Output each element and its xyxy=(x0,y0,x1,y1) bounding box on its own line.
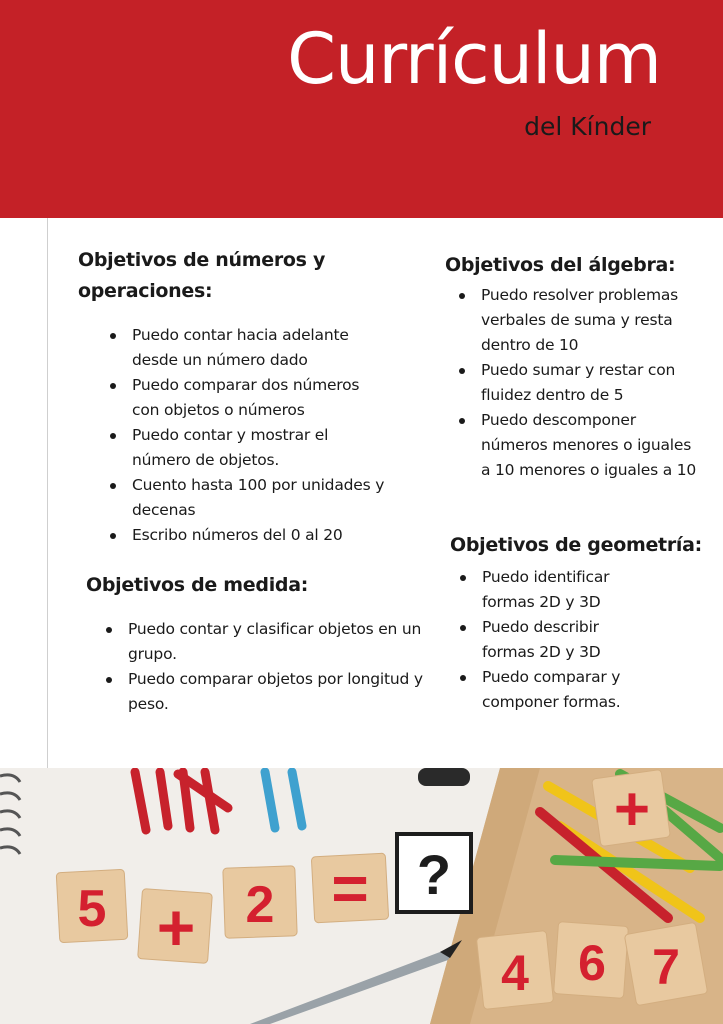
section-geometry xyxy=(450,530,710,715)
block-7: 7 xyxy=(652,939,680,995)
block-4: 4 xyxy=(501,945,529,1001)
section-heading: Objetivos de números y operaciones: xyxy=(78,249,326,302)
section-heading: Objetivos de medida: xyxy=(86,574,309,596)
list-item: Puedo comparar dos números con objetos o números xyxy=(108,373,387,423)
list-item: Puedo comparar objetos por longitud y peso. xyxy=(104,667,426,717)
section-measurement xyxy=(86,570,426,717)
block-2: 2 xyxy=(245,876,275,934)
marker-cap xyxy=(418,768,470,786)
objectives-list xyxy=(108,323,398,548)
section-heading: Objetivos de geometría: xyxy=(450,534,702,556)
list-item: Puedo descomponer números menores o iguales a 10 menores o iguales a 10 xyxy=(457,408,705,483)
section-heading: Objetivos del álgebra: xyxy=(445,254,676,276)
list-item: Puedo contar hacia adelante desde un número dado xyxy=(108,323,387,373)
block-equals: = xyxy=(331,852,369,924)
objectives-list xyxy=(457,283,705,483)
block-5: 5 xyxy=(77,880,107,938)
list-item: Puedo contar y mostrar el número de objetos. xyxy=(108,423,387,473)
header-banner xyxy=(0,0,723,218)
list-item: Puedo contar y clasificar objetos en un grupo. xyxy=(104,617,426,667)
margin-divider xyxy=(47,218,48,768)
block-plus-right: + xyxy=(613,775,651,844)
objectives-list xyxy=(458,565,710,715)
list-item: Escribo números del 0 al 20 xyxy=(108,523,387,548)
list-item: Puedo describir formas 2D y 3D xyxy=(458,615,632,665)
objectives-list xyxy=(104,617,426,717)
list-item: Puedo comparar y componer formas. xyxy=(458,665,632,715)
math-blocks-photo xyxy=(0,768,723,1024)
page-subtitle: del Kínder xyxy=(524,112,651,141)
block-plus: + xyxy=(156,890,196,964)
section-numbers-operations xyxy=(78,245,398,548)
list-item: Puedo resolver problemas verbales de suma y resta dentro de 10 xyxy=(457,283,705,358)
list-item: Puedo sumar y restar con fluidez dentro de 5 xyxy=(457,358,705,408)
list-item: Cuento hasta 100 por unidades y decenas xyxy=(108,473,387,523)
question-mark: ? xyxy=(416,843,452,906)
list-item: Puedo identificar formas 2D y 3D xyxy=(458,565,632,615)
section-algebra xyxy=(445,250,705,483)
page-title: Currículum xyxy=(287,18,661,100)
block-6: 6 xyxy=(578,935,606,991)
